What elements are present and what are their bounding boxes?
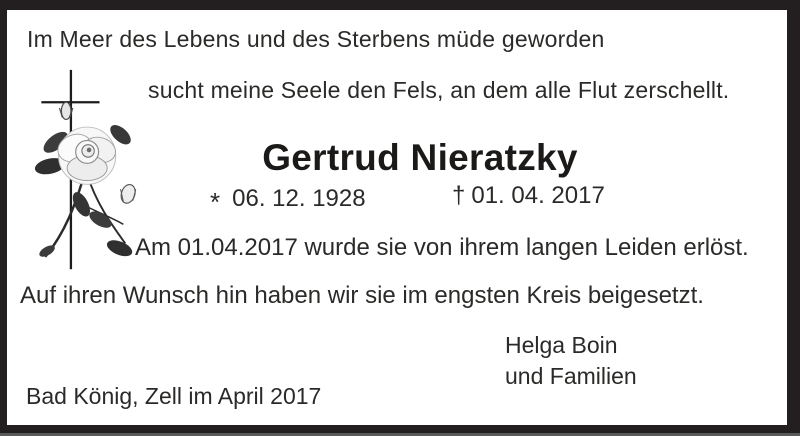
place-and-date: Bad König, Zell im April 2017 (26, 383, 322, 409)
deceased-name: Gertrud Nieratzky (262, 137, 578, 178)
death-announcement: Am 01.04.2017 wurde sie von ihrem langen Leiden erlöst. (135, 234, 749, 261)
death-date: 01. 04. 2017 (471, 182, 605, 209)
birth-date: 06. 12. 1928 (232, 185, 366, 212)
mourner-families: und Familien (505, 363, 637, 389)
rose-with-cross-image (28, 56, 152, 284)
death-cross-icon: † (452, 182, 466, 209)
burial-note: Auf ihren Wunsch hin haben wir sie im engsten Kreis beigesetzt. (20, 282, 704, 309)
death-date-row (452, 184, 605, 208)
mourner-name: Helga Boin (505, 332, 618, 358)
epigraph-line-1: Im Meer des Lebens und des Sterbens müde geworden (27, 26, 605, 52)
birth-date-row (210, 184, 366, 217)
birth-star-icon: * (210, 187, 221, 217)
epigraph-line-2: sucht meine Seele den Fels, an dem alle Flut zerschellt. (148, 77, 730, 103)
